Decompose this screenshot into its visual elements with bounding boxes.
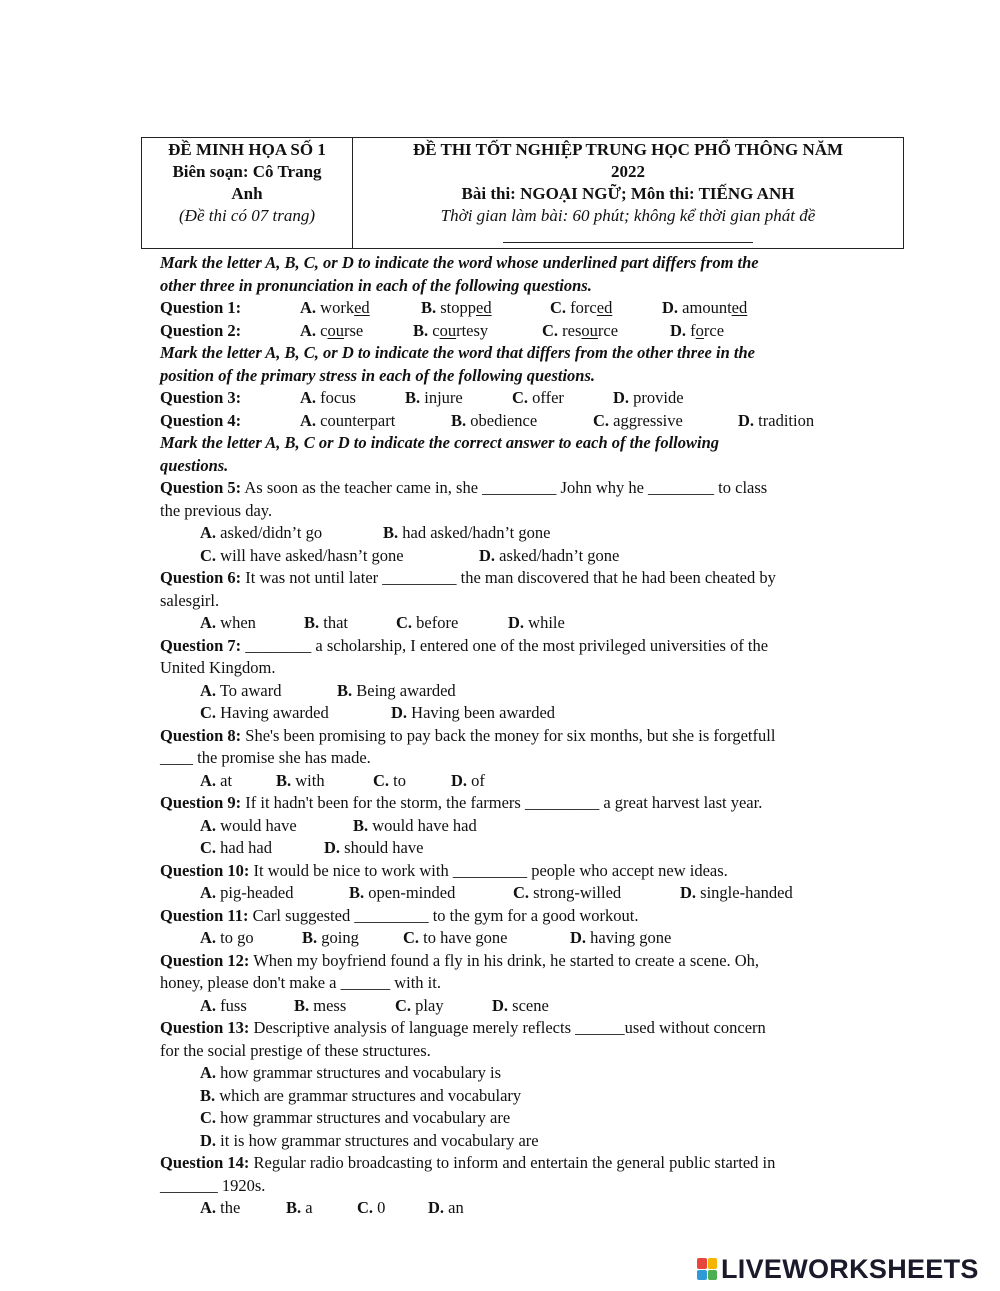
q2-option-d[interactable]: D. force [670,320,725,340]
question-1-label: Question 1: [160,298,242,317]
question-7-options-row-2 [160,702,900,725]
section-2-instruction-line-2: position of the primary stress in each of the following questions. [160,365,596,385]
exam-code: ĐỀ MINH HỌA SỐ 1 [168,140,326,159]
question-11-label: Question 11: [160,905,249,925]
q6-option-a[interactable]: A. when [200,613,256,632]
q13-option-b[interactable]: B. which are grammar structures and vocabulary [200,1085,522,1105]
section-1-instruction-line-2: other three in pronunciation in each of the following questions. [160,275,592,295]
question-8-stem-cont: ____ the promise she has made. [160,748,371,767]
logo-square-1 [697,1258,707,1269]
q9-option-c[interactable]: C. had had [200,838,272,857]
question-13-label: Question 13: [160,1018,250,1037]
q3-option-a[interactable]: A. focus [300,388,356,407]
question-13-option-d-row [160,1130,900,1153]
q1-option-b[interactable]: B. stopped [421,298,492,317]
q13-option-a[interactable]: A. how grammar structures and vocabulary is [200,1063,502,1082]
question-1 [160,297,900,320]
section-1-instruction-line-1: Mark the letter A, B, C, or D to indicate the word whose underlined part differs from the [160,253,759,272]
question-9-stem: Question 9: If it hadn't been for the storm, the farmers _________ a great harvest last year. [160,793,763,812]
question-13-option-b-row [160,1085,900,1108]
question-5-label: Question 5: [160,478,242,497]
question-3 [160,387,900,410]
liveworksheets-icon [697,1258,717,1280]
question-6-stem: Question 6: It was not until later _________ the man discovered that he had been cheated by [160,568,776,587]
q11-option-b[interactable]: B. going [302,928,359,947]
exam-header-left [142,138,353,248]
question-2 [160,320,900,343]
q7-option-d[interactable]: D. Having been awarded [391,703,556,722]
liveworksheets-logo [697,1253,979,1284]
section-3-instruction-line-1: Mark the letter A, B, C or D to indicate the correct answer to each of the following [160,433,720,452]
question-10-stem: Question 10: It would be nice to work with _________ people who accept new ideas. [160,860,728,880]
logo-square-3 [697,1270,707,1281]
question-6-options [160,612,900,635]
q7-option-b[interactable]: B. Being awarded [337,680,456,700]
q2-option-b[interactable]: B. courtesy [413,320,489,340]
question-14-stem: Question 14: Regular radio broadcasting to inform and entertain the general public started in [160,1153,776,1172]
question-11-options [160,927,900,950]
question-4 [160,410,900,433]
page-count: (Đề thi có 07 trang) [179,206,315,225]
q9-option-d[interactable]: D. should have [324,838,424,857]
question-3-label: Question 3: [160,388,242,407]
question-8-options [160,770,900,793]
question-8-label: Question 8: [160,725,242,745]
question-13-option-c-row [160,1107,900,1130]
q7-option-c[interactable]: C. Having awarded [200,703,329,722]
question-12-stem: Question 12: When my boyfriend found a fly in his drink, he started to create a scene. Oh, [160,950,760,970]
question-12-options [160,995,900,1018]
q9-option-b[interactable]: B. would have had [353,815,477,835]
liveworksheets-wordmark: LIVEWORKSHEETS [721,1253,979,1284]
q9-option-a[interactable]: A. would have [200,815,297,835]
question-9-label: Question 9: [160,793,242,812]
q14-option-a[interactable]: A. the [200,1198,241,1217]
q3-option-b[interactable]: B. injure [405,388,463,407]
question-7-stem: Question 7: ________ a scholarship, I entered one of the most privileged universities of the [160,635,769,655]
question-14-label: Question 14: [160,1153,250,1172]
q1-option-d[interactable]: D. amounted [662,298,748,317]
q12-option-b[interactable]: B. mess [294,995,347,1015]
q4-option-a[interactable]: A. counterpart [300,410,396,430]
question-12-stem-cont: honey, please don't make a ______ with it. [160,973,441,992]
exam-subject: Bài thi: NGOẠI NGỮ; Môn thi: TIẾNG ANH [461,184,795,203]
question-6-label: Question 6: [160,568,242,587]
question-5-stem-cont: the previous day. [160,500,273,520]
q10-option-b[interactable]: B. open-minded [349,883,456,902]
logo-square-2 [708,1258,718,1269]
q4-option-b[interactable]: B. obedience [451,410,538,430]
q5-option-a[interactable]: A. asked/didn’t go [200,523,323,542]
question-13-option-a-row [160,1062,900,1085]
q5-option-d[interactable]: D. asked/hadn’t gone [479,545,620,565]
q5-option-c[interactable]: C. will have asked/hasn’t gone [200,545,404,565]
q8-option-d[interactable]: D. of [451,770,485,790]
q4-option-d[interactable]: D. tradition [738,410,815,430]
question-14-options [160,1197,900,1220]
section-2-instruction-line-1: Mark the letter A, B, C, or D to indicate the word that differs from the other three in the [160,343,755,362]
q11-option-a[interactable]: A. to go [200,928,254,947]
question-10-options [160,882,900,905]
q11-option-c[interactable]: C. to have gone [403,928,508,947]
q12-option-a[interactable]: A. fuss [200,995,247,1015]
question-5-options-row-1 [160,522,900,545]
q2-option-a[interactable]: A. course [300,320,364,340]
question-13-stem: Question 13: Descriptive analysis of language merely reflects ______used without concern [160,1018,766,1037]
q6-option-c[interactable]: C. before [396,613,459,632]
q3-option-c[interactable]: C. offer [512,388,564,407]
exam-time: Thời gian làm bài: 60 phút; không kể thời gian phát đề [440,206,816,225]
exam-title-1: ĐỀ THI TỐT NGHIỆP TRUNG HỌC PHỔ THÔNG NĂM [412,140,844,159]
questions-body [160,252,900,1220]
q2-option-c[interactable]: C. resource [542,320,619,340]
q8-option-c[interactable]: C. to [373,770,407,790]
logo-square-4 [708,1270,718,1281]
question-9-options-row-1 [160,815,900,838]
question-8-stem: Question 8: She's been promising to pay back the money for six months, but she is forgetfull [160,725,776,745]
q14-option-c[interactable]: C. 0 [357,1198,386,1217]
q5-option-b[interactable]: B. had asked/hadn’t gone [383,523,551,542]
q3-option-d[interactable]: D. provide [613,388,684,407]
question-11-stem: Question 11: Carl suggested _________ to the gym for a good workout. [160,905,639,925]
q12-option-d[interactable]: D. scene [492,995,549,1015]
section-3-instruction-line-2: questions. [160,455,229,475]
question-7-options-row-1 [160,680,900,703]
question-5-stem: Question 5: As soon as the teacher came in, she _________ John why he ________ to class [160,478,768,497]
author-line-1: Biên soạn: Cô Trang [172,162,322,181]
q14-option-b[interactable]: B. a [286,1198,313,1217]
question-7-stem-cont: United Kingdom. [160,658,276,677]
q10-option-a[interactable]: A. pig-headed [200,883,294,902]
q14-option-d[interactable]: D. an [428,1198,464,1217]
question-14-stem-cont: _______ 1920s. [160,1175,266,1195]
question-4-label: Question 4: [160,410,242,430]
author-line-2: Anh [231,184,263,203]
q8-option-a[interactable]: A. at [200,770,233,790]
q4-option-c[interactable]: C. aggressive [593,410,683,430]
q6-option-d[interactable]: D. while [508,613,565,632]
exam-header [141,137,904,249]
exam-title-2: 2022 [611,162,645,181]
q1-option-a[interactable]: A. worked [300,298,370,317]
exam-header-right [353,138,903,248]
header-rule [503,240,753,243]
q10-option-d[interactable]: D. single-handed [680,883,793,902]
q8-option-b[interactable]: B. with [276,770,325,790]
question-10-label: Question 10: [160,860,250,880]
question-6-stem-cont: salesgirl. [160,590,220,610]
question-12-label: Question 12: [160,950,250,970]
q10-option-c[interactable]: C. strong-willed [513,883,622,902]
q13-option-d[interactable]: D. it is how grammar structures and vocabulary are [200,1130,539,1150]
question-5-options-row-2 [160,545,900,568]
q12-option-c[interactable]: C. play [395,995,444,1015]
question-9-options-row-2 [160,837,900,860]
q1-option-c[interactable]: C. forced [550,298,613,317]
question-7-label: Question 7: [160,635,242,655]
q13-option-c[interactable]: C. how grammar structures and vocabulary are [200,1108,511,1127]
q7-option-a[interactable]: A. To award [200,680,282,700]
q11-option-d[interactable]: D. having gone [570,928,672,947]
q6-option-b[interactable]: B. that [304,613,349,632]
question-2-label: Question 2: [160,320,242,340]
question-13-stem-cont: for the social prestige of these structures. [160,1040,431,1060]
